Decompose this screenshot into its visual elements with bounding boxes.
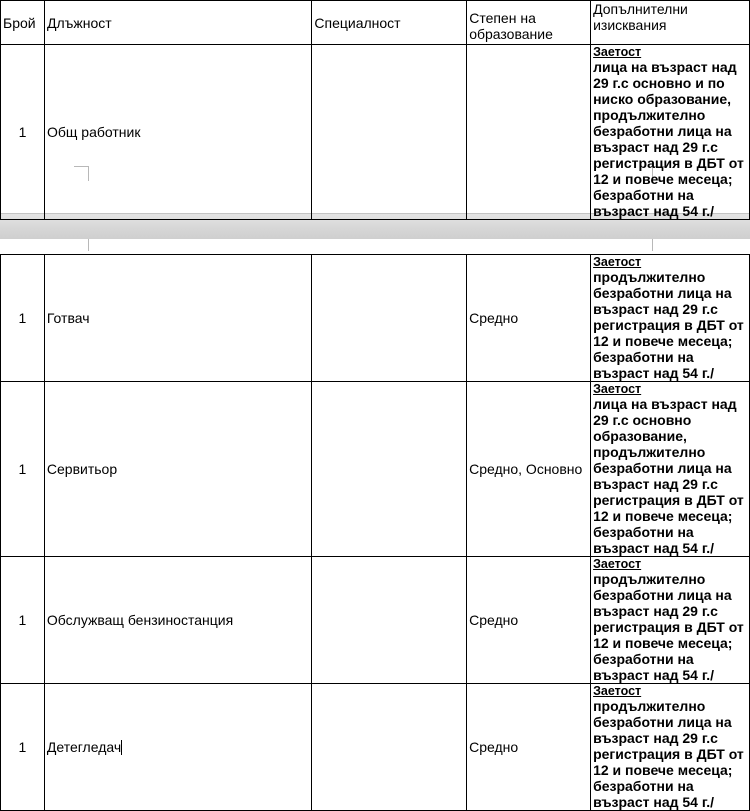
margin-corner-mark [74,239,89,251]
table-row[interactable] [1,255,750,382]
cell-specialty [312,255,467,382]
cell-requirements [591,382,750,557]
cell-education: Средно, Основно [467,382,591,557]
cell-requirements [591,45,750,220]
table-header-row [1,1,750,45]
cell-specialty [312,557,467,684]
cell-education: Средно [467,684,591,811]
cell-specialty [312,684,467,811]
cell-count: 1 [1,684,45,811]
text-cursor [121,740,122,755]
cell-specialty [312,45,467,220]
requirements-title: Заетост [593,557,642,571]
requirements-title: Заетост [593,684,642,698]
cell-requirements [591,255,750,382]
requirements-text: лица на възраст над 29 г.с основно и по ниско образование, продължително безработни лица на възраст над 29 г.с регистрация в ДБТ от 12 и повече месеца; безработни на възраст над 54 г./ [593,59,744,219]
table-row[interactable] [1,684,750,811]
cell-education: Средно [467,557,591,684]
cell-position: Сервитьор [44,382,312,557]
header-specialty: Специалност [312,1,467,45]
cell-position: Общ работник [44,45,311,220]
header-education: Степен на образование [467,1,591,45]
cell-education: Средно [467,255,591,382]
requirements-text: продължително безработни лица на възраст над 29 г.с регистрация в ДБТ от 12 и повече месеца; безработни на възраст над 54 г./ [593,269,744,381]
table-row[interactable] [1,382,750,557]
margin-corner-mark [652,239,667,251]
header-count: Брой [1,1,45,45]
requirements-title: Заетост [593,382,642,396]
cell-specialty [312,382,467,557]
cell-count: 1 [1,255,45,382]
cell-position: Обслужващ бензиностанция [44,557,312,684]
requirements-title: Заетост [593,45,642,59]
cell-requirements [591,684,750,811]
jobs-table-page-1 [0,0,750,220]
header-position: Длъжност [44,1,311,45]
jobs-table-page-2 [0,254,750,811]
header-requirements: Допълнителни изисквания [591,1,750,45]
cell-requirements [591,557,750,684]
table-row[interactable] [1,557,750,684]
cell-position: Готвач [44,255,312,382]
table-row[interactable] [1,45,750,220]
requirements-text: продължително безработни лица на възраст над 29 г.с регистрация в ДБТ от 12 и повече месеца; безработни на възраст над 54 г./ [593,571,744,683]
requirements-title: Заетост [593,255,642,269]
cell-count: 1 [1,382,45,557]
cell-education [467,45,591,220]
position-text: Детегледач [46,739,122,755]
requirements-text: лица на възраст над 29 г.с основно образование, продължително безработни лица на възраст над 29 г.с регистрация в ДБТ от 12 и повече месеца; безработни на възраст над 54 г./ [593,396,744,556]
cell-count: 1 [1,45,45,220]
cell-count: 1 [1,557,45,684]
requirements-text: продължително безработни лица на възраст над 29 г.с регистрация в ДБТ от 12 и повече месеца; безработни на възраст над 54 г./ [593,698,744,810]
cell-position[interactable] [44,684,312,811]
